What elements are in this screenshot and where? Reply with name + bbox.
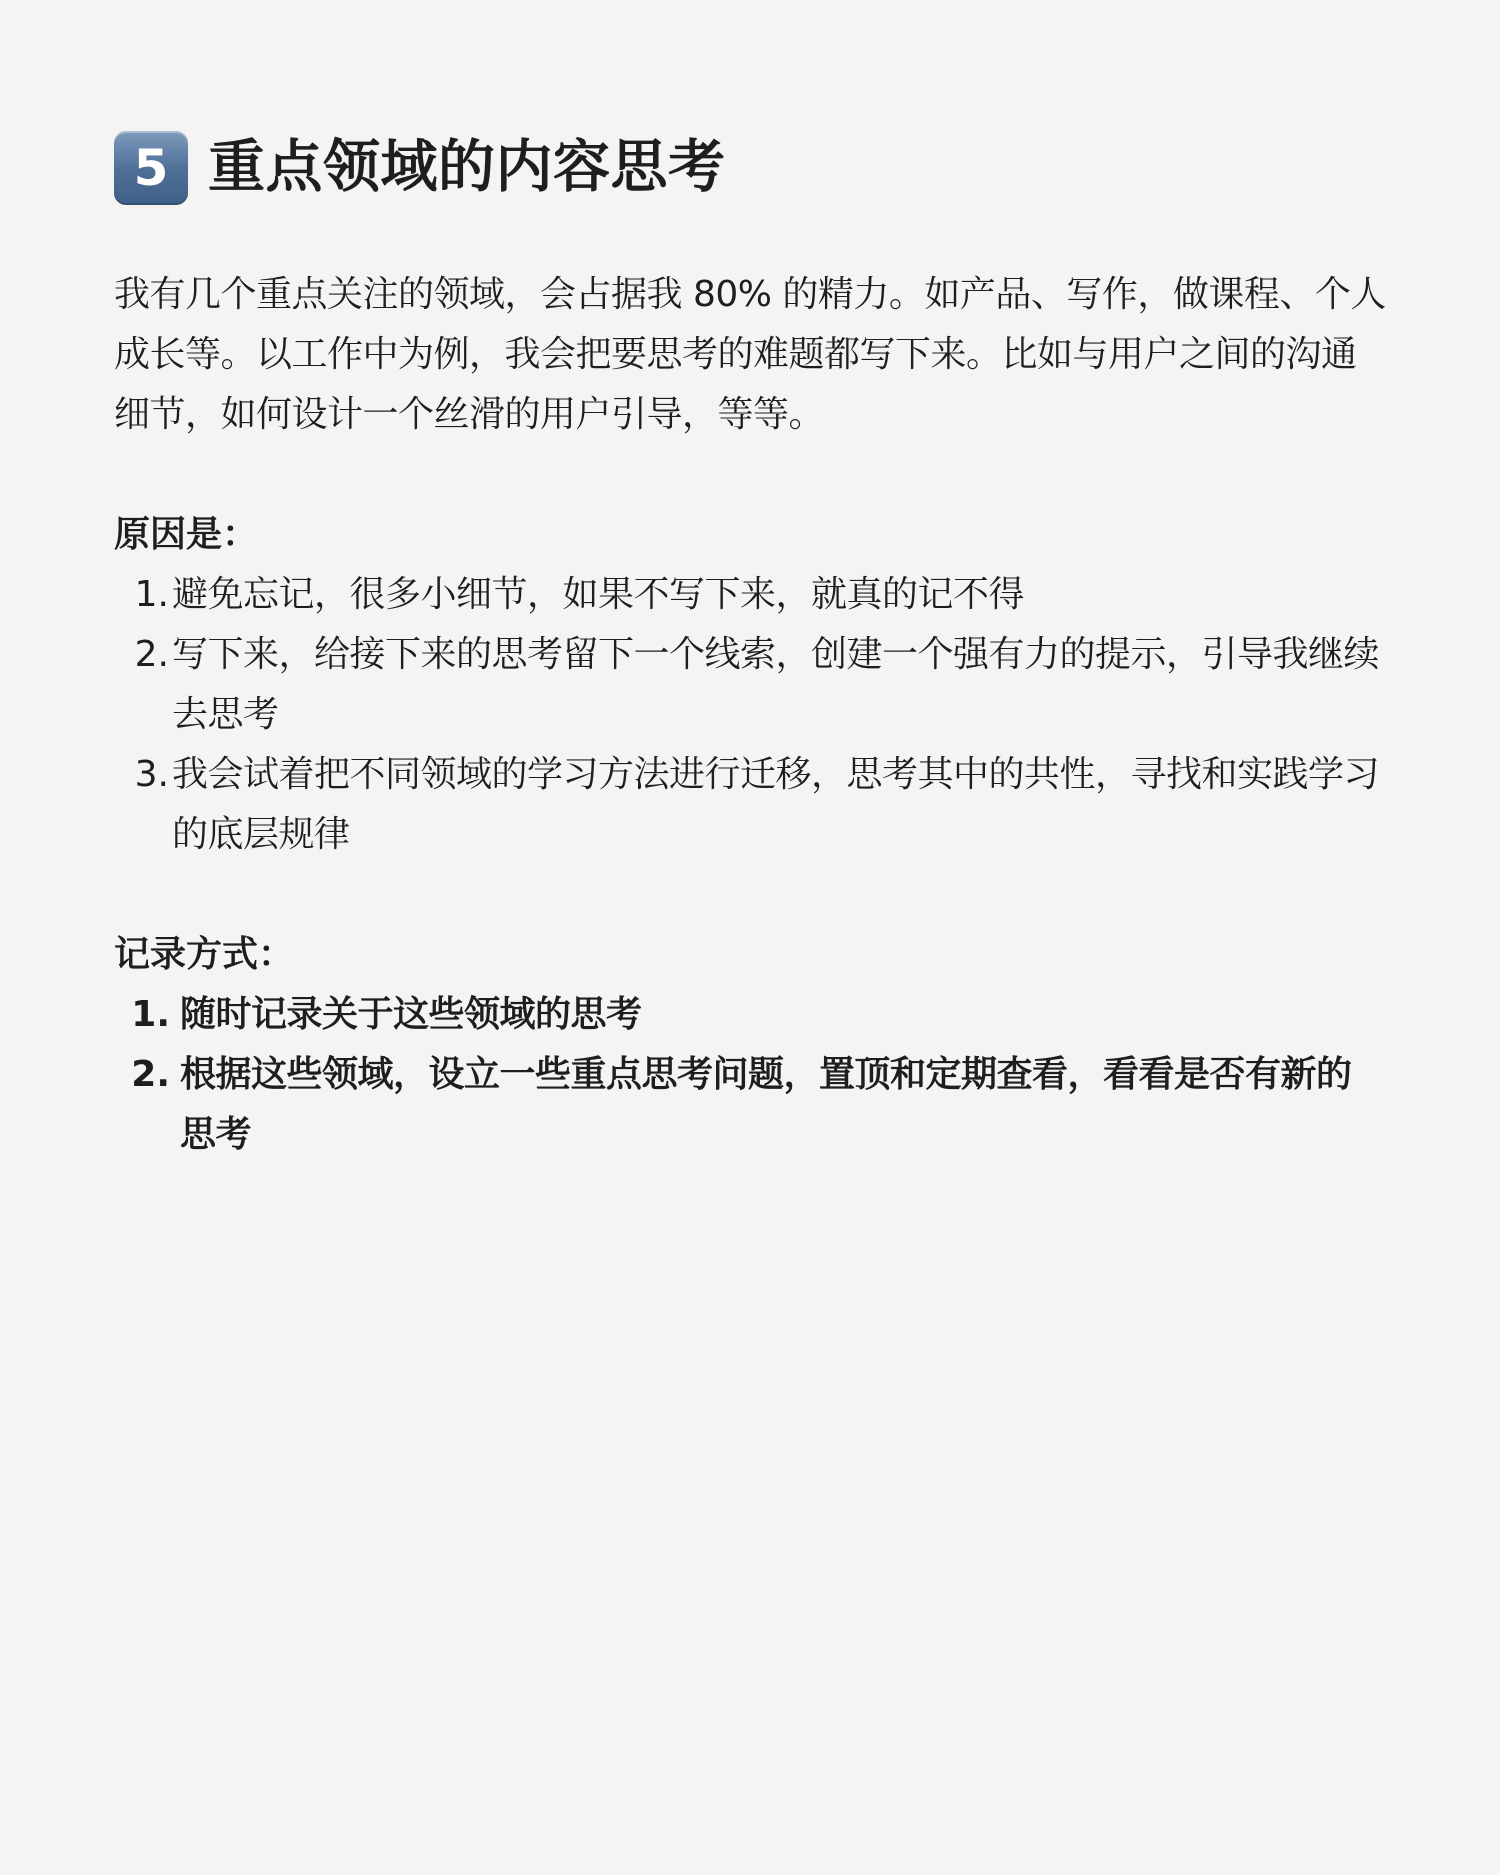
list-number: 2. — [131, 1054, 170, 1095]
list-item — [114, 985, 1386, 1045]
list-text: 随时记录关于这些领域的思考 — [180, 994, 642, 1035]
list-text: 我会试着把不同领域的学习方法进行迁移，思考其中的共性，寻找和实践学习的底层规律 — [172, 754, 1380, 855]
reasons-title: 原因是： — [114, 514, 259, 555]
list-item — [114, 625, 1386, 745]
list-number: 1. — [134, 574, 169, 615]
keycap-five-icon — [114, 131, 188, 205]
list-item — [114, 745, 1386, 865]
list-number: 1. — [131, 994, 170, 1035]
reasons-list — [114, 565, 1386, 865]
list-item — [114, 1045, 1386, 1165]
list-number: 2. — [134, 634, 169, 675]
list-number: 3. — [134, 754, 169, 795]
method-title: 记录方式： — [114, 934, 295, 975]
list-text: 避免忘记，很多小细节，如果不写下来，就真的记不得 — [172, 574, 1025, 615]
list-text: 写下来，给接下来的思考留下一个线索，创建一个强有力的提示，引导我继续去思考 — [172, 634, 1380, 735]
list-item — [114, 565, 1386, 625]
title-row — [114, 130, 1386, 205]
intro-paragraph: 我有几个重点关注的领域，会占据我 80% 的精力。如产品、写作，做课程、个人成长等。以工作中为例，我会把要思考的难题都写下来。比如与用户之间的沟通细节，如何设计一个丝滑的用户引导，等等。 — [114, 274, 1386, 435]
badge-number: 5 — [133, 138, 169, 197]
page-title: 重点领域的内容思考 — [208, 134, 726, 201]
list-text: 根据这些领域，设立一些重点思考问题，置顶和定期查看，看看是否有新的思考 — [180, 1054, 1352, 1155]
method-list — [114, 985, 1386, 1165]
